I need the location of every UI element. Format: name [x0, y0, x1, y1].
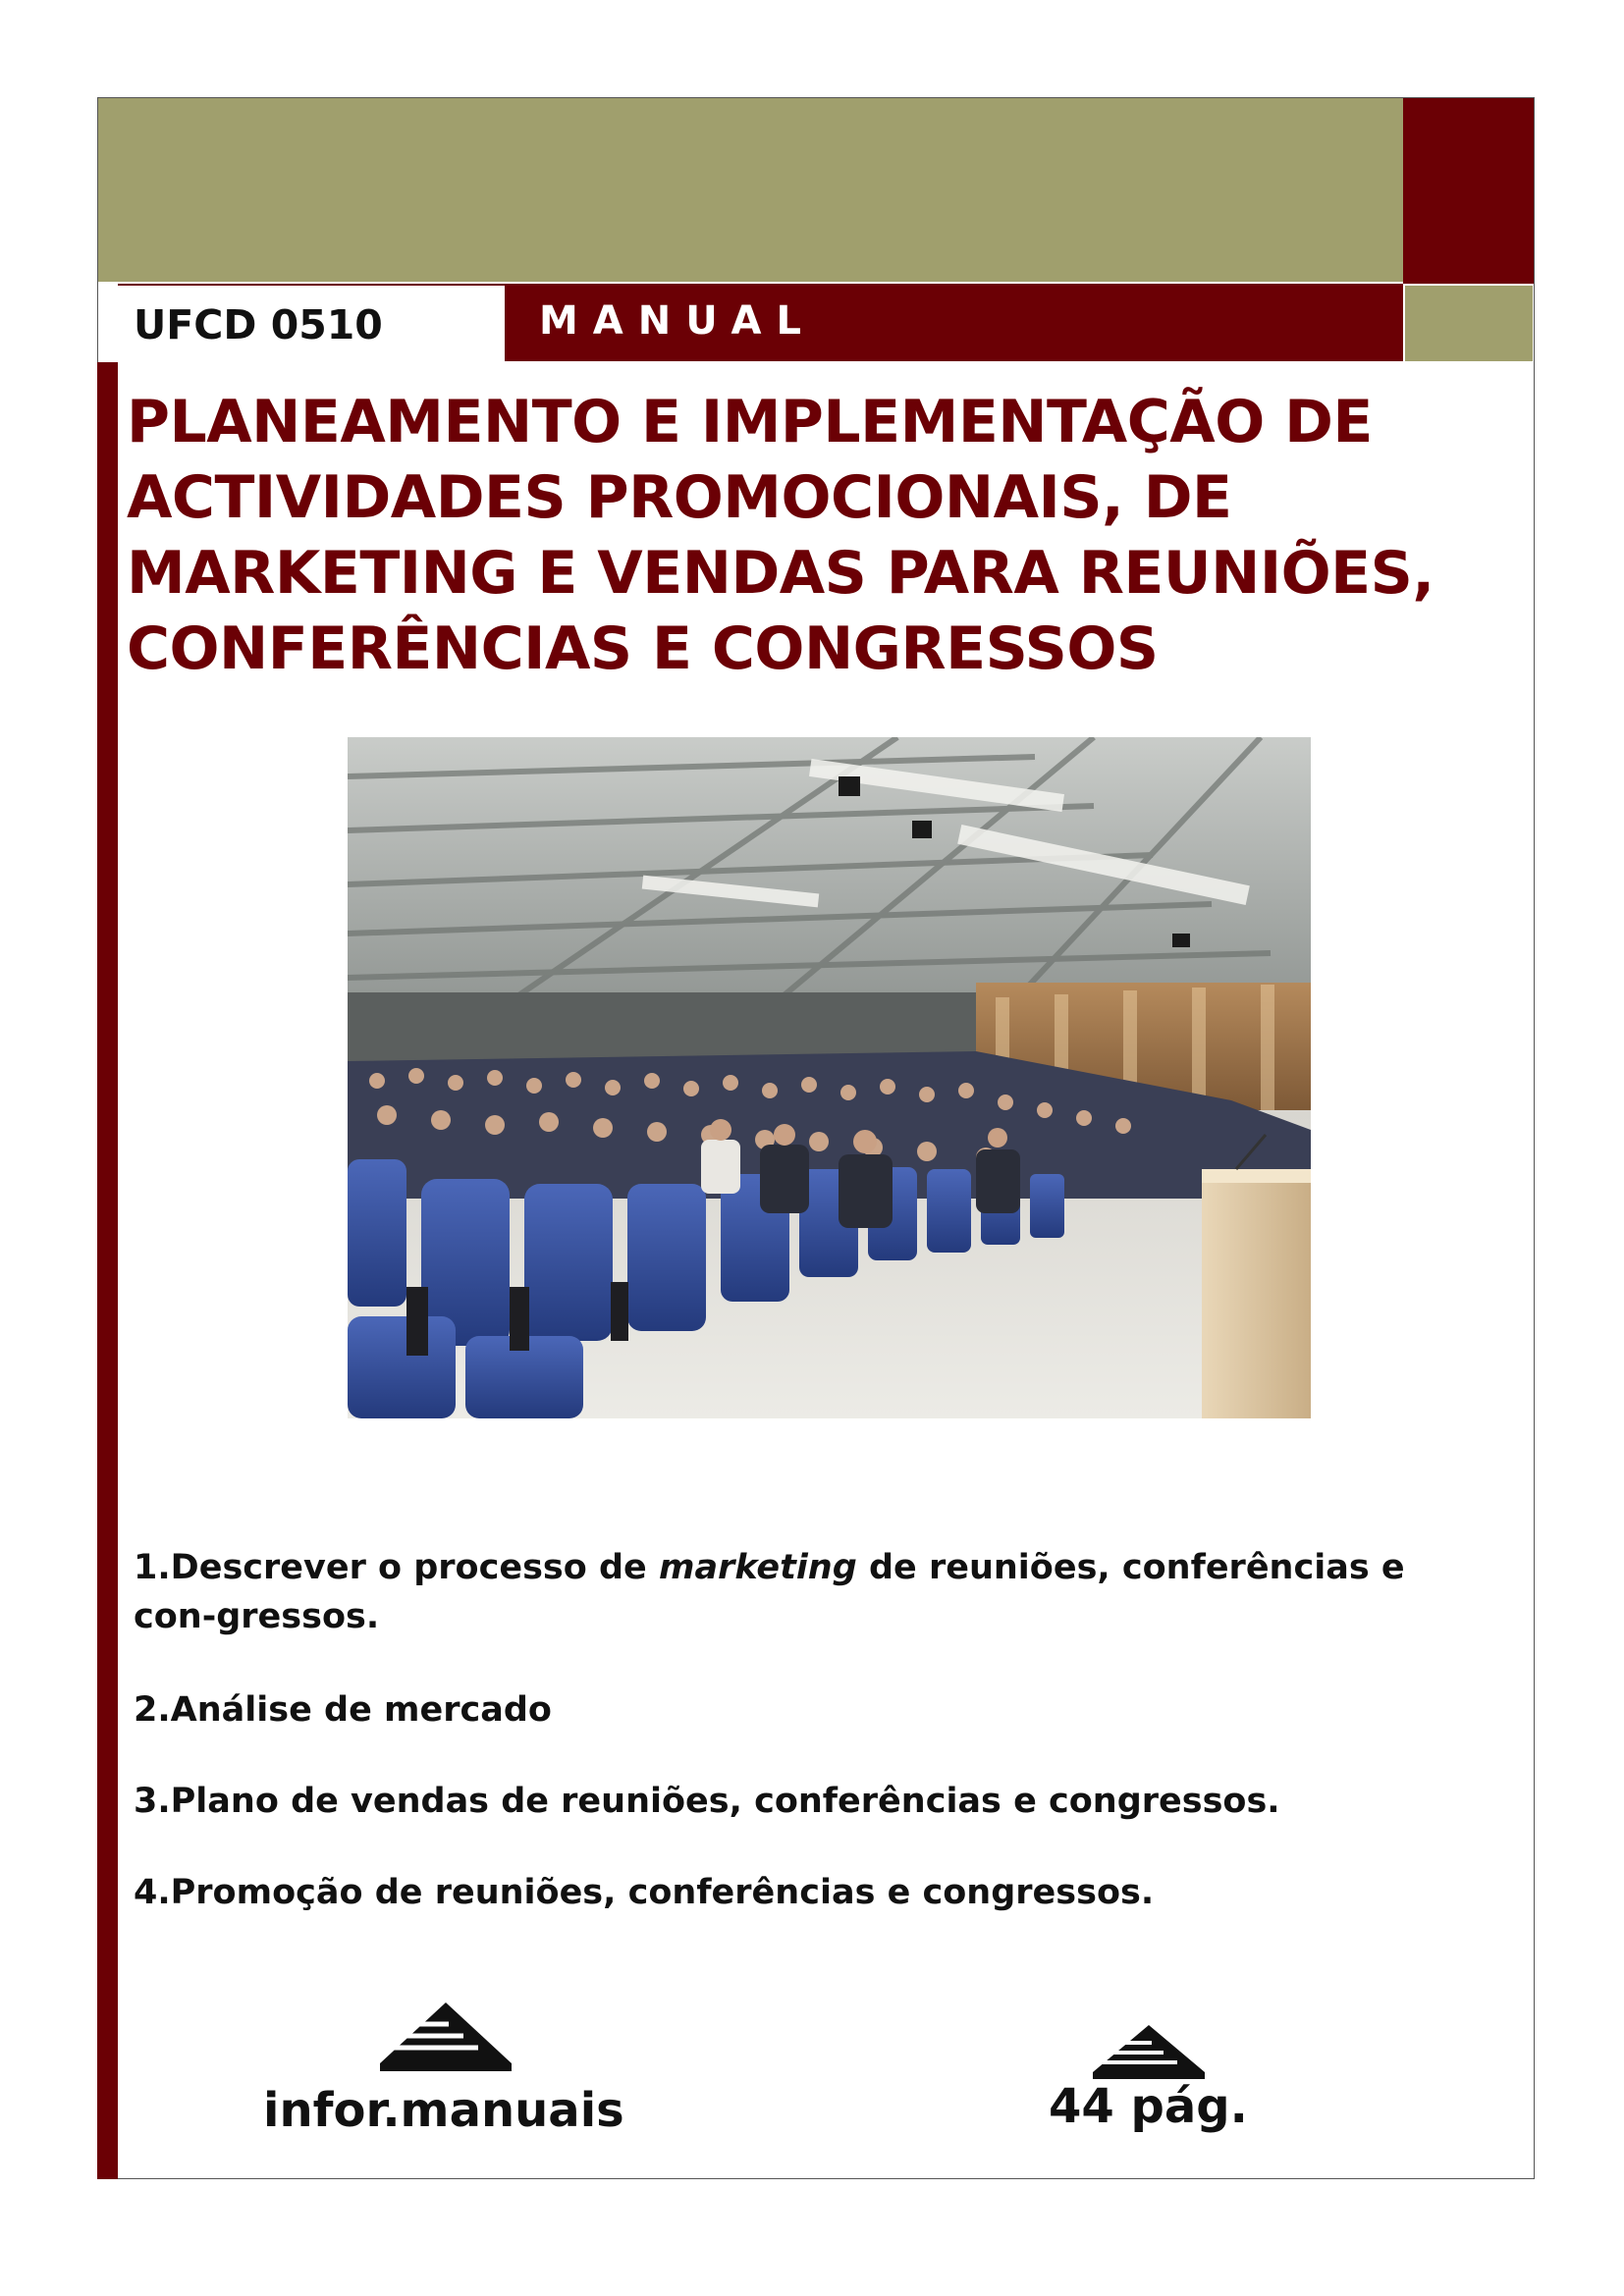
header-maroon-corner [1403, 98, 1534, 284]
publisher-name: infor.manuais [263, 2083, 624, 2138]
objective-item-4: 4.Promoção de reuniões, conferências e congressos. [134, 1873, 1155, 1912]
objective-1-suffix: de reuniões, conferências e con-gressos. [134, 1548, 1405, 1636]
title-line: ACTIVIDADES PROMOCIONAIS, DE [127, 463, 1232, 532]
objective-1-prefix: 1.Descrever o processo de [134, 1548, 659, 1587]
stacked-lines-triangle-icon [1093, 2025, 1205, 2084]
objective-1-italic: marketing [658, 1548, 857, 1587]
page-count: 44 pág. [1049, 2079, 1248, 2134]
objective-item-3: 3.Plano de vendas de reuniões, conferências e congressos. [134, 1782, 1280, 1821]
objective-item-2: 2.Análise de mercado [134, 1690, 552, 1730]
title-line: PLANEAMENTO E IMPLEMENTAÇÃO DE [127, 388, 1373, 456]
document-title [127, 385, 1521, 687]
title-line: CONFERÊNCIAS E CONGRESSOS [127, 614, 1159, 683]
objective-item-1 [134, 1543, 1498, 1641]
course-code: UFCD 0510 [134, 301, 383, 348]
left-accent-bar [97, 362, 118, 2179]
auditorium-photo [348, 737, 1311, 1418]
header-olive-block [98, 98, 1403, 282]
stacked-lines-triangle-icon [380, 2002, 512, 2077]
manual-label: MANUAL [539, 298, 816, 344]
header-olive-square [1405, 286, 1533, 361]
title-line: MARKETING E VENDAS PARA REUNIÕES, [127, 539, 1435, 608]
